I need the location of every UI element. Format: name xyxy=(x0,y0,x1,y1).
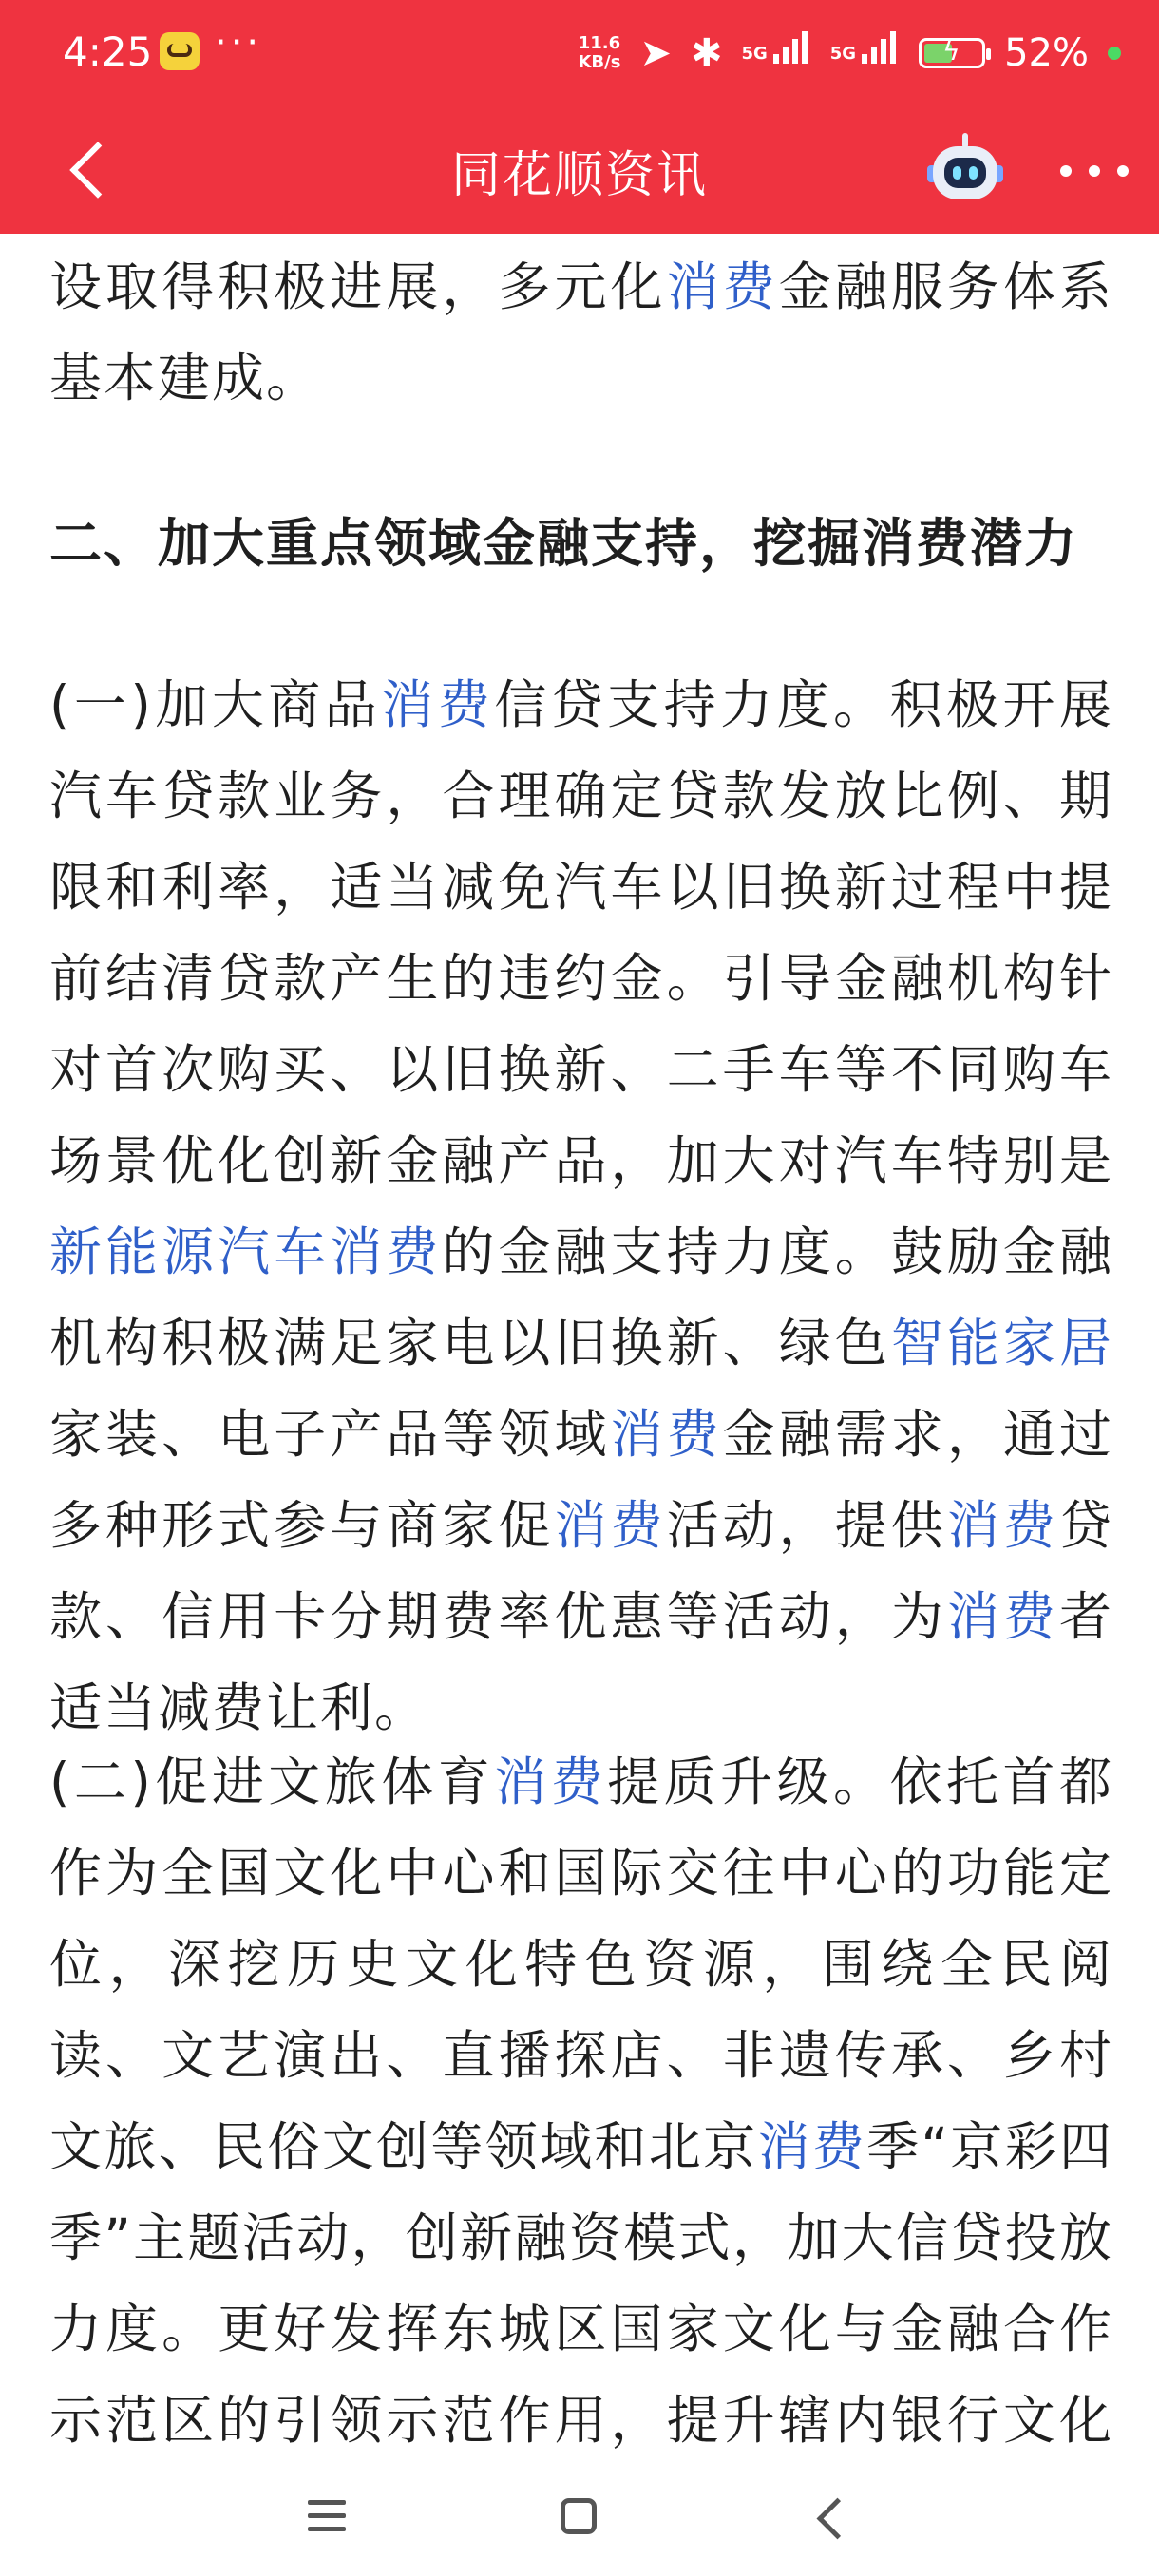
section-heading xyxy=(49,498,1113,589)
signal-1-label: 5G xyxy=(741,43,768,64)
bluetooth-icon: ✱ xyxy=(690,31,723,75)
article-paragraph xyxy=(49,1736,1113,2557)
paragraph-text: 设取得积极进展，多元化 xyxy=(49,256,667,317)
paragraph-text: 二、加大重点领域金融支持，挖掘消费潜力 xyxy=(49,513,1079,574)
paragraph-text: 贷款、信用卡分期费率优惠等活动，为 xyxy=(49,1495,1113,1647)
keyword-link[interactable]: 消费 xyxy=(757,2116,867,2177)
keyword-link[interactable]: 消费 xyxy=(666,256,779,317)
ai-assistant-button[interactable] xyxy=(927,133,1003,205)
status-right-cluster xyxy=(578,27,1121,80)
keyword-link[interactable]: 新能源汽车消费 xyxy=(49,1222,443,1282)
paragraph-text: 季“京彩四季”主题活动，创新融资模式，加大信贷投放力度。更好发挥东城区国家文化与金融合作示范区的引领示范作用，提升辖内银行文化 xyxy=(49,2116,1113,2451)
robot-face-icon xyxy=(944,158,986,188)
keyword-link[interactable]: 智能家居 xyxy=(890,1313,1113,1373)
signal-2 xyxy=(830,44,900,64)
network-speed-value: 11.6 xyxy=(578,33,621,53)
status-bar xyxy=(0,0,1159,104)
more-options-button[interactable] xyxy=(1060,152,1130,190)
app-header xyxy=(0,0,1159,234)
keyword-link[interactable]: 消费 xyxy=(946,1586,1059,1647)
status-more-notifications: ··· xyxy=(215,21,263,65)
system-nav-bar xyxy=(0,2458,1159,2576)
paragraph-text: 的金融支持力度。鼓励金融机构积极满足家电以旧换新、绿色 xyxy=(49,1222,1113,1373)
home-square-icon[interactable] xyxy=(542,2485,618,2551)
network-speed xyxy=(578,34,620,72)
article-paragraph xyxy=(49,241,1113,424)
menu-icon[interactable] xyxy=(289,2485,365,2551)
paragraph-text: 金融需求，通过多种形式参与商家促 xyxy=(49,1404,1113,1556)
back-triangle-icon[interactable] xyxy=(794,2485,870,2551)
robot-icon xyxy=(933,146,998,199)
network-speed-unit: KB/s xyxy=(578,52,621,72)
signal-2-label: 5G xyxy=(829,43,857,64)
keyword-link[interactable]: 消费 xyxy=(494,1752,608,1812)
article-content[interactable] xyxy=(0,234,1159,2458)
paragraph-text: 金融服务体系基本建成。 xyxy=(49,256,1113,408)
paragraph-text: 活动，提供 xyxy=(666,1495,947,1556)
paragraph-text: 信贷支持力度。积极开展汽车贷款业务，合理确定贷款发放比例、期限和利率，适当减免汽车以旧换新过程中提前结清贷款产生的违约金。引导金融机构针对首次购买、以旧换新、二手车等不同购车场景优化创新金融产品，加大对汽车特别是 xyxy=(49,674,1113,1191)
title-bar xyxy=(0,104,1159,234)
keyword-link[interactable]: 消费 xyxy=(554,1495,667,1556)
charging-bolt-icon: ϟ xyxy=(942,35,960,66)
location-icon: ➤ xyxy=(639,31,672,75)
paragraph-text: (一)加大商品 xyxy=(49,674,382,735)
status-dot-icon xyxy=(1108,47,1121,60)
page-title: 同花顺资讯 xyxy=(450,147,708,204)
battery-percent: 52% xyxy=(1004,31,1089,75)
paragraph-text: (二)促进文旅体育 xyxy=(49,1752,495,1812)
status-time: 4:25 xyxy=(63,28,153,75)
notification-app-icon xyxy=(160,32,200,70)
keyword-link[interactable]: 消费 xyxy=(610,1404,723,1465)
keyword-link[interactable]: 消费 xyxy=(946,1495,1059,1556)
paragraph-text: 家装、电子产品等领域 xyxy=(49,1404,611,1465)
article-paragraph xyxy=(49,659,1113,1753)
signal-1 xyxy=(741,44,810,64)
signal-bars-icon xyxy=(773,31,811,64)
paragraph-text: 提质升级。依托首都作为全国文化中心和国际交往中心的功能定位，深挖历史文化特色资源，围绕全民阅读、文艺演出、直播探店、非遗传承、乡村文旅、民俗文创等领域和北京 xyxy=(49,1752,1113,2177)
paragraph-text: 者适当减费让利。 xyxy=(49,1586,1113,1738)
keyword-link[interactable]: 消费 xyxy=(381,674,495,735)
signal-bars-icon xyxy=(862,31,900,64)
battery-icon xyxy=(919,35,985,68)
